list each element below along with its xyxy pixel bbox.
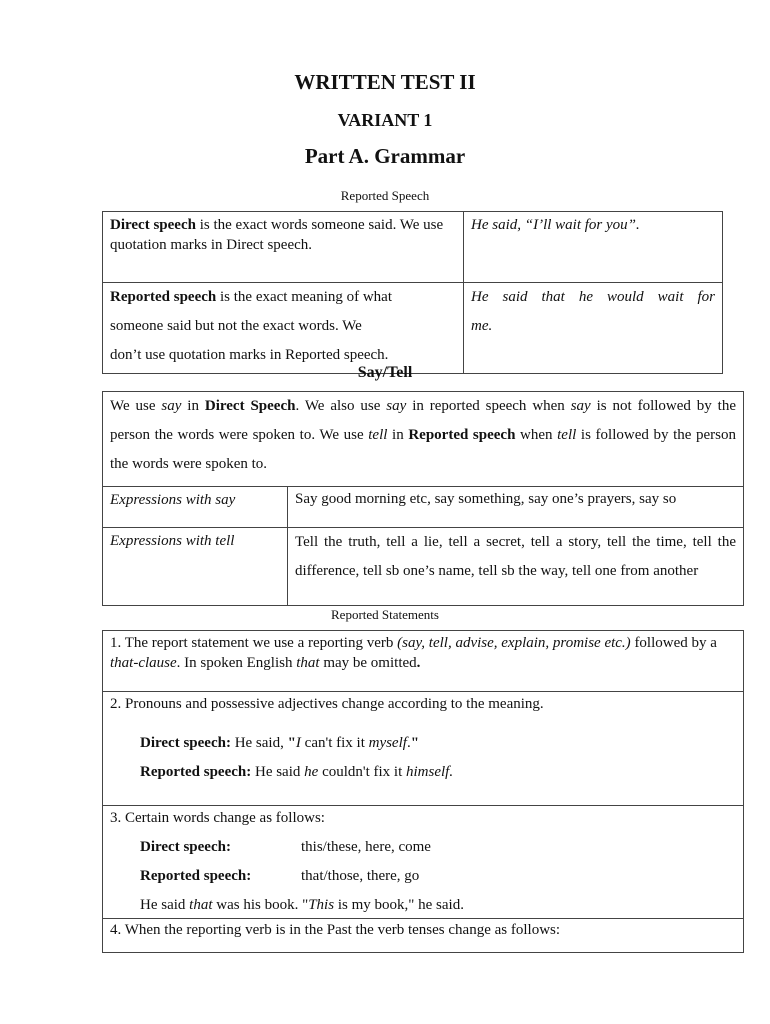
item3-example: He said that was his book. "This is my book," he said.: [140, 897, 464, 913]
statement-item-3: 3. Certain words change as follows: Direct speech: this/these, here, come Reported speech: that/those, there, go He said that was his book. "This is my book," he said.: [103, 806, 744, 919]
statement-item-2: 2. Pronouns and possessive adjectives change according to the meaning. Direct speech: He said, "I can't fix it myself." Reported speech: He said he couldn't fix it himself.: [103, 692, 744, 806]
expressions-tell-text: Tell the truth, tell a lie, tell a secret, tell a story, tell the time, tell the difference, tell sb one’s name, tell sb the way, tell one from another: [288, 528, 744, 606]
say-tell-intro: We use say in Direct Speech. We also use say in reported speech when say is not followed by the person the words were spoken to. We use tell in Reported speech when tell is followed by the person the words were spoken to.: [103, 392, 744, 487]
statement-item-1: 1. The report statement we use a reporting verb (say, tell, advise, explain, promise etc.) followed by a that-clause. In spoken English that may be omitted.: [103, 631, 744, 692]
reported-speech-table: [102, 211, 723, 374]
item2-direct-speech: Direct speech: He said, "I can't fix it myself.": [140, 735, 420, 751]
reported-statements-caption: Reported Statements: [331, 607, 439, 622]
item2-reported-speech: Reported speech: He said he couldn't fix it himself.: [140, 764, 454, 780]
reported-speech-caption: Reported Speech: [340, 188, 430, 203]
say-tell-table: [102, 391, 744, 606]
test-title: WRITTEN TEST II: [294, 70, 476, 94]
direct-speech-definition: Direct speech is the exact words someone said. We use quotation marks in Direct speech.: [103, 212, 464, 283]
direct-speech-example: He said, “I’ll wait for you”.: [464, 212, 723, 283]
expressions-say-text: Say good morning etc, say something, say one’s prayers, say so: [288, 487, 744, 528]
reported-statements-table: [102, 630, 744, 953]
item3-reported-speech: Reported speech: that/those, there, go: [140, 868, 420, 884]
expressions-tell-label: Expressions with tell: [103, 528, 288, 606]
item3-direct-speech: Direct speech: this/these, here, come: [140, 839, 431, 855]
expressions-say-label: Expressions with say: [103, 487, 288, 528]
part-heading: Part A. Grammar: [304, 144, 466, 168]
statement-item-4: 4. When the reporting verb is in the Past the verb tenses change as follows:: [103, 919, 744, 953]
say-tell-heading: Say/Tell: [357, 364, 413, 381]
reported-speech-definition: Reported speech is the exact meaning of what someone said but not the exact words. We don’t use quotation marks in Reported speech.: [103, 283, 464, 374]
variant-heading: VARIANT 1: [337, 110, 433, 130]
reported-speech-example: He said that he would wait for me.: [464, 283, 723, 374]
